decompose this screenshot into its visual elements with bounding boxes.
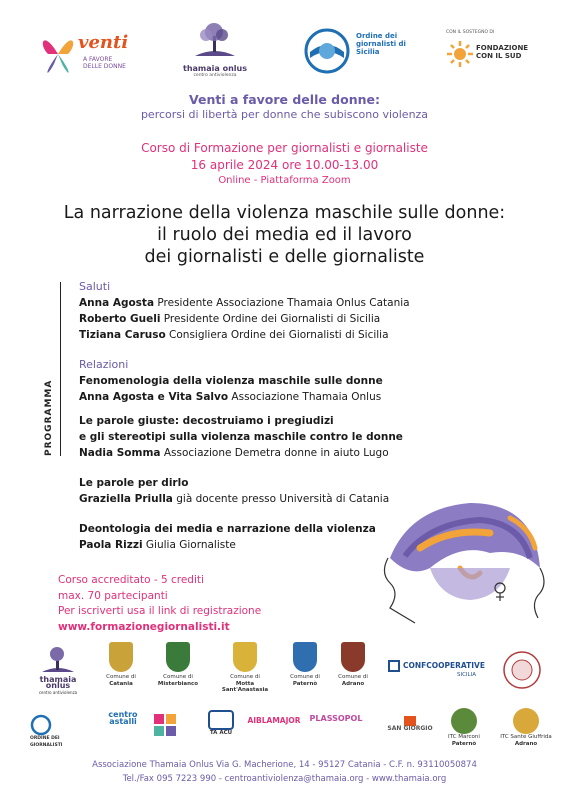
course-credits: Corso accreditato - 5 crediti [58, 574, 204, 586]
course-title: Corso di Formazione per giornalisti e giornaliste [141, 141, 428, 155]
crest-icon [109, 642, 133, 672]
contact-line: Tel./Fax 095 7223 990 - centroantiviolenza@thamaia.org - www.thamaia.org [122, 774, 447, 784]
sun-icon [446, 40, 474, 68]
program-side-label: PROGRAMMA [44, 379, 54, 456]
partner-logo: Comune di Motta Sant'Anastasia [212, 642, 278, 694]
odg-circle-icon [30, 714, 52, 736]
odg-logo-text: Ordine dei giornalisti di Sicilia [356, 32, 406, 56]
talk-title: Le parole giuste: decostruiamo i pregiudizi [79, 415, 334, 427]
partner-logo: AIBLAMAJOR [247, 716, 301, 725]
talk-title: Fenomenologia della violenza maschile sulle donne [79, 375, 383, 387]
partners-row-1 [0, 640, 569, 700]
partner-logo: Comune di Paternò [282, 642, 328, 687]
tree-icon [40, 646, 76, 674]
partner-logo: CONFCOOPERATIVE SICILIA [388, 660, 488, 679]
partner-logo: ORDINE DEI GIORNALISTI [30, 714, 100, 749]
thamaia-logo-text: thamaia onlus [183, 64, 247, 73]
main-title-line: dei giornalisti e delle giornaliste [144, 247, 425, 267]
odg-circle-icon [304, 28, 350, 74]
saluti-title: Saluti [79, 280, 111, 293]
program-divider [60, 282, 61, 456]
partner-logo: centro astalli [108, 710, 138, 726]
project-title: Venti a favore delle donne: [188, 92, 380, 107]
saluti-item: Tiziana Caruso Consigliera Ordine dei Giornalisti di Sicilia [79, 329, 389, 341]
talk-speaker: Anna Agosta e Vita Salvo Associazione Thamaia Onlus [79, 391, 382, 403]
confcooperative-icon [388, 660, 400, 672]
course-date: 16 aprile 2024 ore 10.00-13.00 [190, 158, 379, 172]
venti-logo [38, 24, 133, 88]
thamaia-logo-sub: centro antiviolenza [193, 73, 237, 78]
thamaia-logo [180, 22, 250, 88]
course-register: Per iscriverti usa il link di registrazione [58, 605, 262, 617]
main-title [0, 202, 569, 268]
acli-icon [208, 710, 234, 730]
talk-speaker: Graziella Priulla già docente presso Università di Catania [79, 493, 390, 505]
puzzle-logo-icon [152, 712, 178, 738]
partner-logo: SAN GIORGIO [380, 716, 440, 733]
butterfly-icon [38, 24, 78, 84]
crest-icon [166, 642, 190, 672]
address-line: Associazione Thamaia Onlus Via G. Macherione, 14 - 95127 Catania - C.F. n. 93110050874 [92, 760, 477, 770]
university-seal-icon [502, 650, 542, 690]
partners-row-2 [0, 708, 569, 758]
saluti-item: Anna Agosta Presidente Associazione Thamaia Onlus Catania [79, 297, 410, 309]
tree-icon [193, 22, 237, 58]
project-subtitle: percorsi di libertà per donne che subiscono violenza [140, 108, 429, 121]
course-info [58, 573, 261, 635]
itc-giuffrida-icon [513, 708, 539, 734]
women-illustration [370, 488, 550, 628]
partner-logo: ITC Marconi Paternò [444, 708, 484, 747]
course-platform: Online - Piattaforma Zoom [218, 175, 351, 186]
course-max: max. 70 partecipanti [58, 589, 168, 602]
talk-title: e gli stereotipi sulla violenza maschile contro le donne [79, 431, 403, 443]
saluti-item: Roberto Gueli Presidente Ordine dei Giornalisti di Sicilia [79, 313, 381, 325]
partner-logo: Comune di Catania [96, 642, 146, 687]
registration-link[interactable]: www.formazionegiornalisti.it [58, 620, 230, 633]
talk-speaker: Nadia Somma Associazione Demetra donne in aiuto Lugo [79, 447, 389, 459]
partner-logo: ITC Sante Giuffrida Adrano [496, 708, 556, 747]
fcs-small-text: CON IL SOSTEGNO DI [446, 30, 495, 35]
partner-logo: Comune di Misterbianco [150, 642, 206, 687]
partner-logo: PLASSOPOL [309, 714, 363, 723]
partner-logo: thamaia onlus centro antiviolenza [28, 646, 88, 696]
main-title-line: il ruolo dei media ed il lavoro [157, 225, 412, 245]
talk-speaker: Paola Rizzi Giulia Giornaliste [79, 539, 236, 551]
odg-logo [304, 28, 419, 78]
itc-marconi-icon [451, 708, 477, 734]
fcs-logo-text: FONDAZIONE CON IL SUD [476, 44, 529, 60]
relazioni-title: Relazioni [79, 358, 129, 371]
venti-logo-word: venti [78, 32, 129, 53]
venti-logo-sub: A FAVORE DELLE DONNE [83, 56, 126, 70]
crest-icon [293, 642, 317, 672]
main-title-line: La narrazione della violenza maschile sulle donne: [63, 203, 506, 223]
top-logos [0, 18, 569, 88]
talk-title: Le parole per dirlo [79, 477, 189, 489]
partner-logo: Comune di Adrano [330, 642, 376, 687]
talk-title: Deontologia dei media e narrazione della violenza [79, 523, 376, 535]
fondazione-con-il-sud-logo [446, 30, 546, 80]
crest-icon [233, 642, 257, 672]
crest-icon [341, 642, 365, 672]
partner-logo: TA ACU [206, 710, 236, 737]
